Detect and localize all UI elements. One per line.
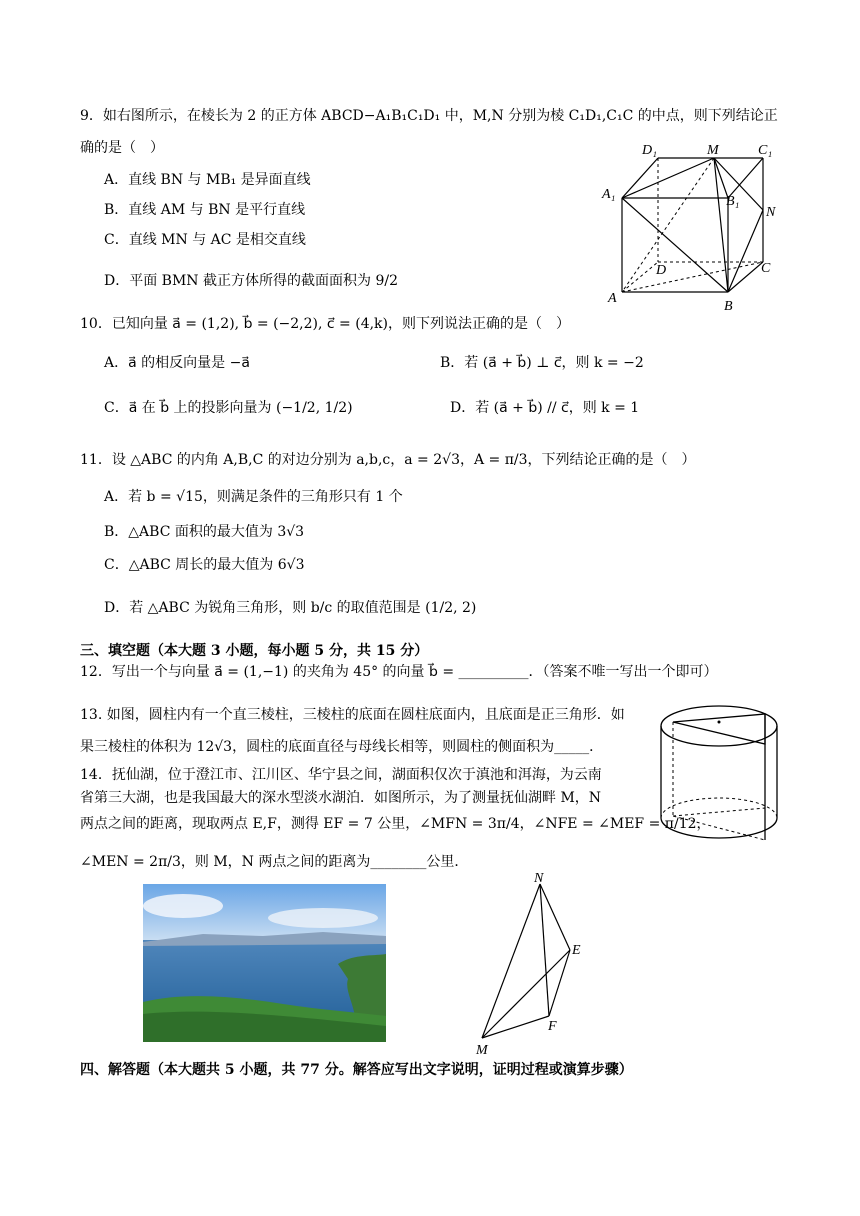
- q11-option-d: D．若 △ABC 为锐角三角形，则 b/c 的取值范围是 (1/2, 2): [104, 600, 477, 616]
- q11-option-c: C．△ABC 周长的最大值为 6√3: [104, 557, 305, 573]
- q11-option-a: A．若 b = √15，则满足条件的三角形只有 1 个: [104, 489, 403, 505]
- label-E-q14: E: [572, 943, 581, 958]
- q14-line2: 省第三大湖，也是我国最大的深水型淡水湖泊．如图所示，为了测量抚仙湖畔 M，N: [80, 790, 602, 806]
- q9-option-a: A．直线 BN 与 MB₁ 是异面直线: [104, 172, 311, 188]
- label-A1: A₁: [602, 187, 616, 202]
- q11-stem: 11．设 △ABC 的内角 A,B,C 的对边分别为 a,b,c，a = 2√3，A = π/3，下列结论正确的是（ ）: [80, 452, 696, 468]
- lake-photo: [143, 884, 386, 1042]
- q11-option-b: B．△ABC 面积的最大值为 3√3: [104, 524, 305, 540]
- label-N-q14: N: [534, 872, 544, 886]
- label-C: C: [761, 261, 771, 276]
- section-4-heading: 四、解答题（本大题共 5 小题，共 77 分。解答应写出文字说明，证明过程或演算步骤）: [80, 1062, 633, 1078]
- q14-line4: ∠MEN = 2π/3，则 M，N 两点之间的距离为________公里．: [80, 854, 469, 870]
- q9-option-c: C．直线 MN 与 AC 是相交直线: [104, 232, 306, 248]
- label-F-q14: F: [548, 1019, 557, 1034]
- q13-line2: 果三棱柱的体积为 12√3，圆柱的底面直径与母线长相等，则圆柱的侧面积为_____．: [80, 739, 604, 755]
- q10-option-d: D．若 (a⃗ + b⃗) // c⃗，则 k = 1: [450, 400, 640, 416]
- q10-option-b: B．若 (a⃗ + b⃗) ⊥ c⃗，则 k = −2: [440, 355, 644, 371]
- q10-option-a: A．a⃗ 的相反向量是 −a⃗: [104, 355, 250, 371]
- label-D1: D₁: [642, 143, 657, 158]
- label-M: M: [707, 143, 719, 158]
- q10-option-c: C．a⃗ 在 b⃗ 上的投影向量为 (−1/2, 1/2): [104, 400, 353, 416]
- q14-line3: 两点之间的距离，现取两点 E,F，测得 EF = 7 公里，∠MFN = 3π/4，∠NFE = ∠MEF = π/12，: [80, 816, 711, 832]
- label-A: A: [608, 291, 617, 306]
- q10-stem: 10．已知向量 a⃗ = (1,2), b⃗ = (−2,2), c⃗ = (4,k)，则下列说法正确的是（ ）: [80, 316, 570, 332]
- lake-triangle-figure: [472, 872, 592, 1062]
- q9-stem-line2: 确的是（ ）: [80, 140, 164, 156]
- label-B: B: [724, 299, 733, 314]
- q14-line1: 14．抚仙湖，位于澄江市、江川区、华宁县之间，湖面积仅次于滇池和洱海，为云南: [80, 767, 602, 783]
- label-D: D: [656, 263, 667, 278]
- label-M-q14: M: [476, 1043, 488, 1058]
- q9-option-d: D．平面 BMN 截正方体所得的截面面积为 9/2: [104, 273, 398, 289]
- label-C1: C₁: [758, 143, 773, 158]
- q9-stem-line1: 9．如右图所示，在棱长为 2 的正方体 ABCD−A₁B₁C₁D₁ 中，M,N 分别为棱 C₁D₁,C₁C 的中点，则下列结论正: [80, 108, 778, 124]
- q13-line1: 13. 如图，圆柱内有一个直三棱柱，三棱柱的底面在圆柱底面内，且底面是正三角形．如: [80, 707, 625, 723]
- label-N: N: [766, 205, 776, 220]
- section-3-heading: 三、填空题（本大题 3 小题，每小题 5 分，共 15 分）: [80, 643, 429, 659]
- q9-option-b: B．直线 AM 与 BN 是平行直线: [104, 202, 306, 218]
- q12: 12．写出一个与向量 a⃗ = (1,−1) 的夹角为 45° 的向量 b⃗ = __________．（答案不唯一写出一个即可）: [80, 664, 718, 680]
- label-B1: B₁: [726, 194, 740, 209]
- cube-figure: [598, 138, 788, 318]
